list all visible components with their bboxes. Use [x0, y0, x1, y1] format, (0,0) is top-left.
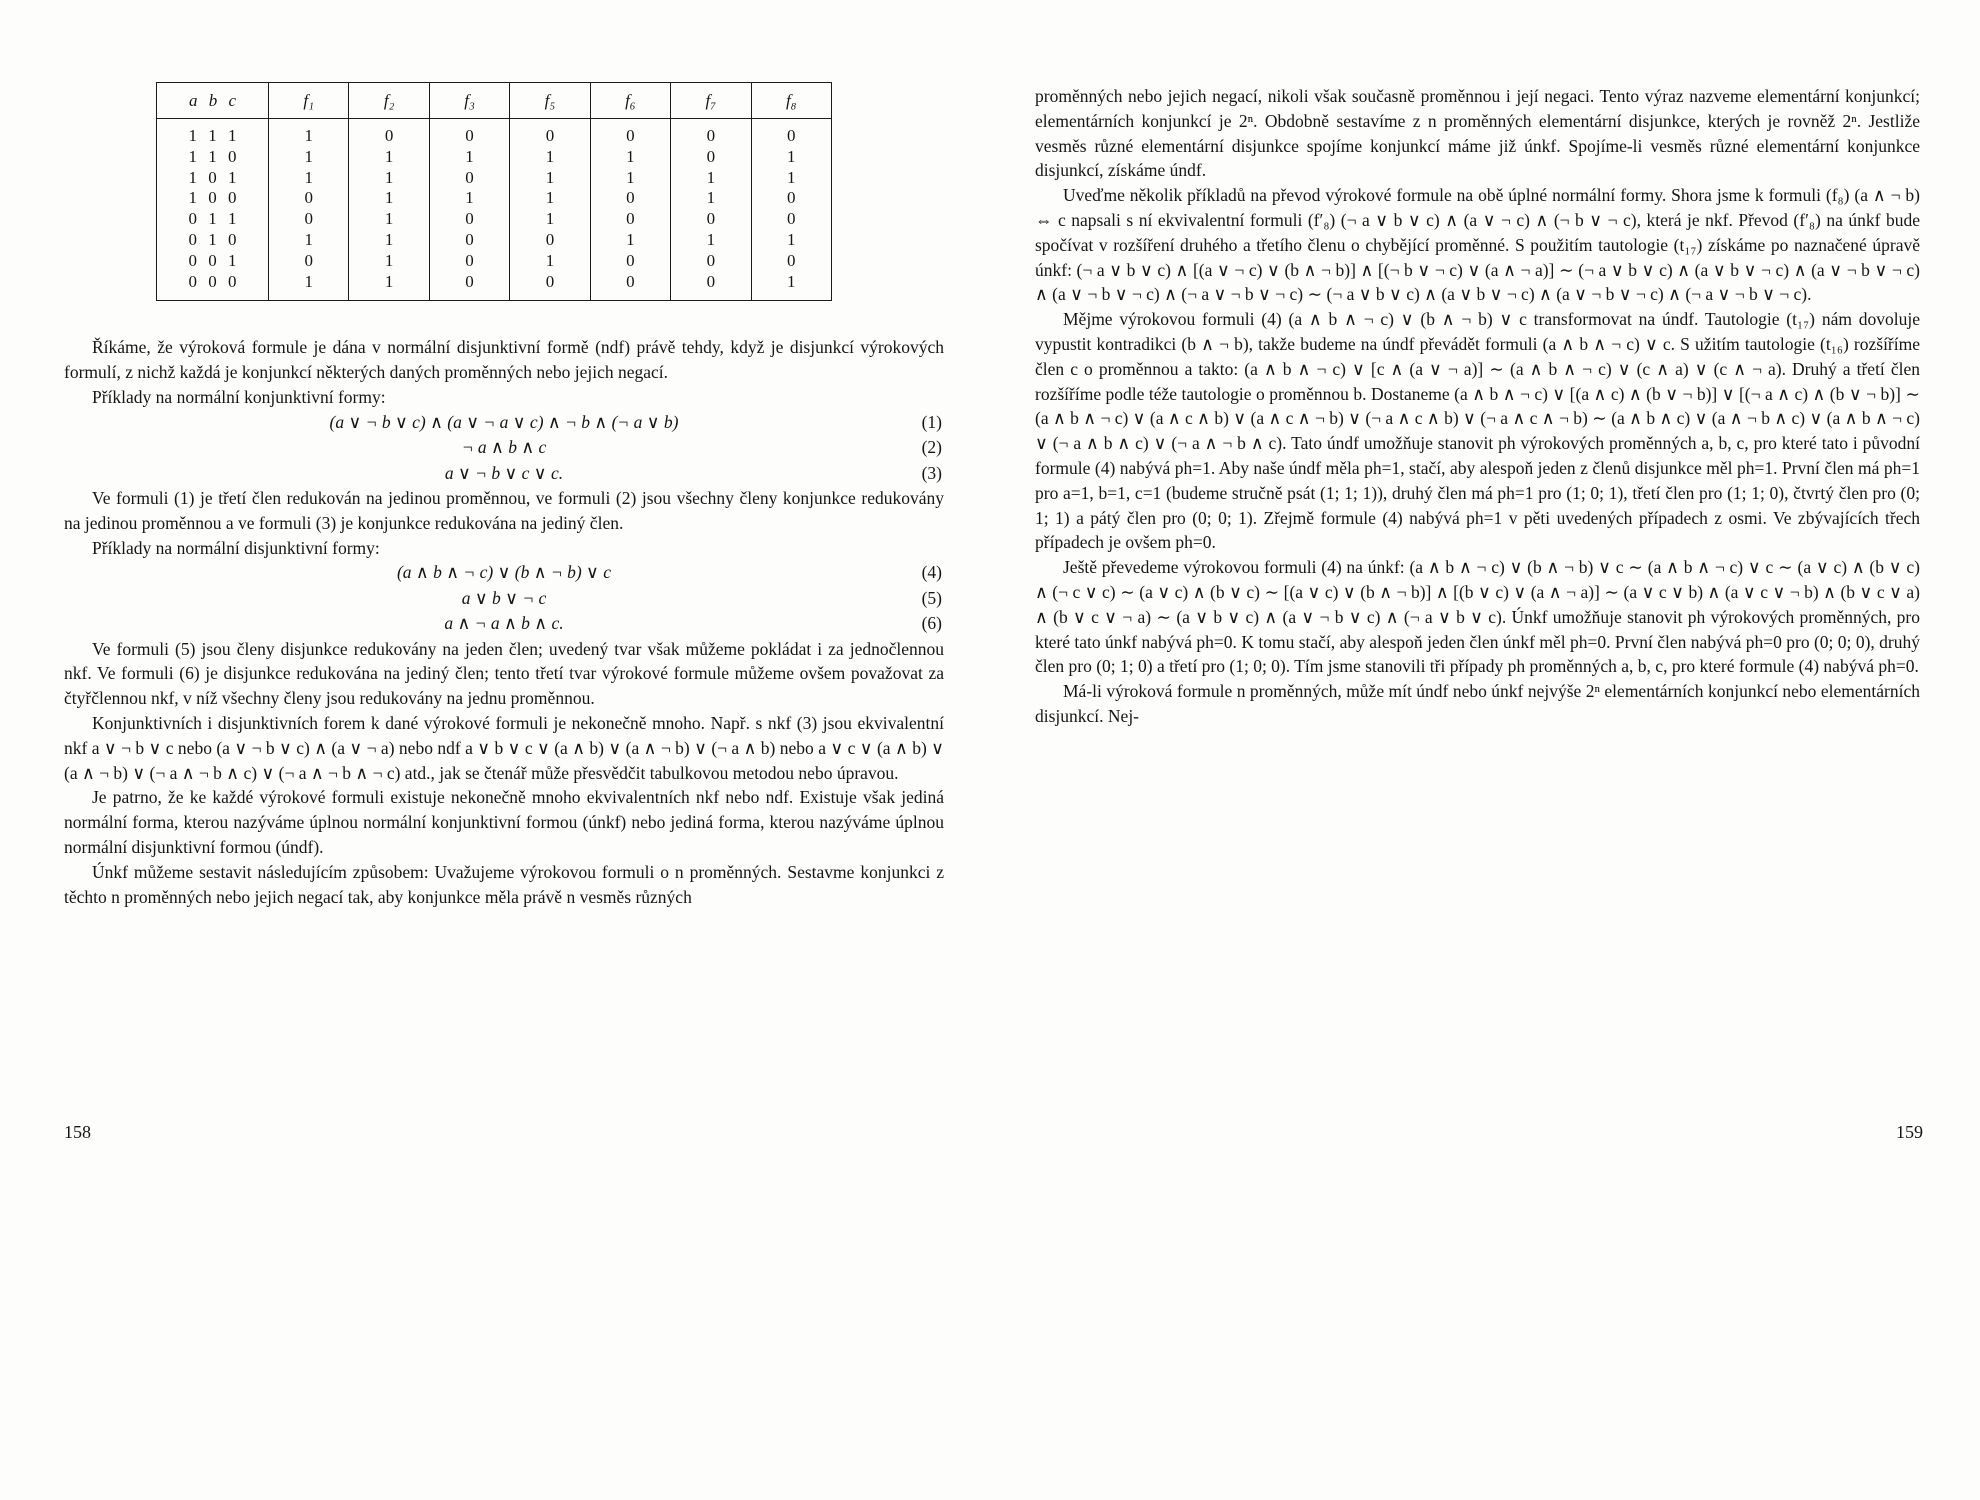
- formula-number: (3): [921, 462, 942, 483]
- cell-value: 1: [429, 147, 509, 168]
- paragraph: Má-li výroková formule n proměnných, může mít úndf nebo únkf nejvýše 2ⁿ elementárních konjunkcí nebo elementárních disjunkcí. Nej-: [1035, 681, 1920, 726]
- paragraph: proměnných nebo jejich negací, nikoli však současně proměnnou i její negaci. Tento výraz nazveme elementární konjunkcí; elementárních konjunkcí je 2ⁿ. Obdobně sestavíme z n proměnných elementární disjunkce, kterých je rovněž 2ⁿ. Jestliže vesměs různé elementární disjunkce spojíme konjunkcí máme již únkf. Spojíme-li vesměs různé elementární konjunkce disjunkcí, získáme úndf.: [1035, 86, 1920, 181]
- cell-value: 1: [349, 168, 429, 189]
- paragraph: Konjunktivních i disjunktivních forem k dané výrokové formuli je nekonečně mnoho. Např. s nkf (3) jsou ekvivalentní nkf a ∨ ¬ b ∨ c nebo (a ∨ ¬ b ∨ c) ∧ (a ∨ ¬ a) nebo ndf a ∨ b ∨ c ∨ (a ∧ b) ∨ (a ∧ ¬ b) ∨ (¬ a ∧ b) nebo a ∨ c ∨ (a ∧ b) ∨ (a ∧ ¬ b) ∨ (¬ a ∧ ¬ b ∧ c) ∨ (¬ a ∧ ¬ b ∧ ¬ c) atd., jak se čtenář může přesvědčit tabulkovou metodou nebo úpravou.: [64, 712, 944, 783]
- cell-value: 1: [671, 230, 751, 251]
- cell-abc: 0 1 0: [157, 230, 269, 251]
- cell-value: 1: [751, 230, 831, 251]
- cell-value: 1: [510, 251, 590, 272]
- cell-abc: 1 1 1: [157, 119, 269, 147]
- cell-value: 0: [429, 209, 509, 230]
- cell-value: 1: [349, 230, 429, 251]
- cell-value: 0: [429, 272, 509, 301]
- table-row: [157, 230, 832, 251]
- right-page-text: [1035, 84, 1920, 729]
- formula-line: [64, 461, 944, 486]
- cell-value: 0: [510, 272, 590, 301]
- table-row: [157, 251, 832, 272]
- formula-text: ¬ a ∧ b ∧ c: [461, 437, 547, 458]
- formula-line: [64, 586, 944, 611]
- cell-value: 1: [349, 251, 429, 272]
- paragraph: Ve formuli (5) jsou členy disjunkce redukovány na jeden člen; uvedený tvar však můžeme pokládat i za jednočlennou nkf. Ve formuli (6) je disjunkce redukována na jediný člen; tento třetí tvar výrokové formule můžeme ovšem považovat za čtyřčlennou nkf, v níž všechny členy jsou redukovány na jednu proměnnou.: [64, 638, 944, 709]
- cell-value: 0: [429, 119, 509, 147]
- paragraph: Únkf můžeme sestavit následujícím způsobem: Uvažujeme výrokovou formuli o n proměnných. Sestavme konjunkci z těchto n proměnných nebo jejich negací tak, aby konjunkce měla právě n vesměs různých: [64, 861, 944, 907]
- table-header-f: f₃: [429, 83, 509, 119]
- cell-value: 1: [269, 147, 349, 168]
- cell-value: 1: [349, 272, 429, 301]
- cell-value: 0: [590, 272, 670, 301]
- cell-value: 0: [751, 209, 831, 230]
- formula-text: a ∧ ¬ a ∧ b ∧ c.: [444, 613, 564, 634]
- cell-value: 1: [510, 209, 590, 230]
- truth-table: [156, 82, 832, 301]
- paragraph: Uveďme několik příkladů na převod výrokové formule na obě úplné normální formy. Shora jsme k formuli (f₈) (a ∧ ¬ b) ⇔ c napsali s ní ekvivalentní formuli (f′₈) (¬ a ∨ b ∨ c) ∧ (a ∨ ¬ c) ∧ (¬ b ∨ ¬ c), která je nkf. Převod (f′₈) na únkf bude spočívat v rozšíření druhého a třetího členu o chybějící proměnné. S použitím tautologie (t₁₇) získáme po naznačené úpravě únkf: (¬ a ∨ b ∨ c) ∧ [(a ∨ ¬ c) ∨ (b ∧ ¬ b)] ∧ [(¬ b ∨ ¬ c) ∨ (a ∧ ¬ a)] ∼ (¬ a ∨ b ∨ c) ∧ (a ∨ b ∨ ¬ c) ∧ (a ∨ ¬ b ∨ ¬ c) ∧ (a ∨ ¬ b ∨ ¬ c) ∧ (¬ a ∨ ¬ b ∨ ¬ c) ∼ (¬ a ∨ b ∨ c) ∧ (a ∨ b ∨ ¬ c) ∧ (a ∨ ¬ b ∨ ¬ c) ∧ (¬ a ∨ ¬ b ∨ ¬ c).: [1035, 185, 1920, 305]
- cell-value: 0: [590, 119, 670, 147]
- table-header-f: f₂: [349, 83, 429, 119]
- cell-value: 1: [671, 188, 751, 209]
- cell-value: 0: [510, 230, 590, 251]
- truth-table-head: [157, 83, 832, 119]
- cell-value: 0: [751, 251, 831, 272]
- cell-value: 1: [269, 119, 349, 147]
- cell-value: 0: [671, 119, 751, 147]
- cell-value: 0: [269, 209, 349, 230]
- formula-number: (5): [921, 587, 942, 608]
- formula-number: (2): [921, 437, 942, 458]
- cell-value: 0: [429, 168, 509, 189]
- cell-abc: 0 0 1: [157, 251, 269, 272]
- paragraph: Ve formuli (1) je třetí člen redukován na jedinou proměnnou, ve formuli (2) jsou všechny členy konjunkce redukovány na jedinou proměnnou a ve formuli (3) je konjunkce redukována na jediný člen.: [64, 487, 944, 533]
- paragraph: Příklady na normální konjunktivní formy:: [92, 386, 386, 407]
- cell-value: 0: [590, 209, 670, 230]
- paragraph: Je patrno, že ke každé výrokové formuli existuje nekonečně mnoho ekvivalentních nkf nebo ndf. Existuje však jediná normální forma, kterou nazýváme úplnou normální konjunktivní formou (únkf) nebo jediná forma, kterou nazýváme úplnou normální disjunktivní formou (úndf).: [64, 787, 944, 857]
- cell-value: 0: [429, 251, 509, 272]
- table-row: [157, 168, 832, 189]
- formula-text: (a ∧ b ∧ ¬ c) ∨ (b ∧ ¬ b) ∨ c: [396, 562, 611, 583]
- cell-value: 0: [671, 251, 751, 272]
- cell-value: 0: [269, 251, 349, 272]
- formula-number: (1): [921, 411, 942, 432]
- paragraph: Příklady na normální disjunktivní formy:: [92, 537, 380, 558]
- cell-abc: 0 1 1: [157, 209, 269, 230]
- cell-value: 1: [510, 147, 590, 168]
- cell-value: 1: [269, 272, 349, 301]
- table-header-abc: a b c: [157, 83, 269, 119]
- formula-number: (4): [921, 562, 942, 583]
- formula-number: (6): [921, 613, 942, 634]
- truth-table-body: [157, 119, 832, 301]
- cell-value: 1: [269, 168, 349, 189]
- cell-abc: 1 1 0: [157, 147, 269, 168]
- cell-value: 1: [269, 230, 349, 251]
- table-header-row: [157, 83, 832, 119]
- cell-value: 1: [751, 147, 831, 168]
- cell-value: 1: [510, 188, 590, 209]
- cell-value: 0: [751, 188, 831, 209]
- table-row: [157, 119, 832, 147]
- table-header-f: f₅: [510, 83, 590, 119]
- table-row: [157, 209, 832, 230]
- paragraph: Mějme výrokovou formuli (4) (a ∧ b ∧ ¬ c) ∨ (b ∧ ¬ b) ∨ c transformovat na úndf. Tautologie (t₁₇) nám dovoluje vypustit kontradikci (b ∧ ¬ b), takže budeme na úndf převádět formuli (a ∧ b ∧ ¬ c) ∨ c. S užitím tautologie (t₁₆) rozšíříme člen c o proměnnou a takto: (a ∧ b ∧ ¬ c) ∨ [c ∧ (a ∨ ¬ a)] ∼ (a ∧ b ∧ ¬ c) ∨ (c ∧ a) ∨ (c ∧ ¬ a). Druhý a třetí člen rozšíříme podle téže tautologie o proměnnou b. Dostaneme (a ∧ b ∧ ¬ c) ∨ [(a ∧ c) ∧ (b ∨ ¬ b)] ∨ [(¬ a ∧ c) ∧ (b ∨ ¬ b)] ∼ (a ∧ b ∧ ¬ c) ∨ (a ∧ c ∧ b) ∨ (a ∧ c ∧ ¬ b) ∨ (¬ a ∧ c ∧ b) ∨ (¬ a ∧ c ∧ ¬ b) ∼ (a ∧ b ∧ c) ∨ (a ∧ ¬ b ∧ c) ∨ (a ∧ b ∧ ¬ c) ∨ (¬ a ∧ b ∧ c) ∨ (¬ a ∧ ¬ b ∧ c). Tato úndf umožňuje stanovit ph výrokových proměnných a, b, c, pro které tato i původní formule (4) nabývá ph=1. Aby naše úndf měla ph=1, stačí, aby alespoň jeden z členů disjunkce měl ph=1. První člen má ph=1 pro a=1, b=1, c=1 (budeme stručně psát (1; 1; 1)), druhý člen má ph=1 pro (1; 0; 1), třetí člen pro (1; 1; 0), čtvrtý člen pro (0; 1; 1) a pátý člen pro (0; 0; 1). Zřejmě formule (4) nabývá ph=1 v pěti uvedených případech z osmi. Ve zbývajících třech případech je ovšem ph=0.: [1035, 309, 1920, 553]
- formula-text: a ∨ ¬ b ∨ c ∨ c.: [444, 462, 564, 483]
- cell-value: 1: [590, 230, 670, 251]
- cell-value: 1: [349, 209, 429, 230]
- table-row: [157, 188, 832, 209]
- page-number-left: 158: [64, 1122, 91, 1142]
- cell-value: 0: [429, 230, 509, 251]
- cell-value: 1: [751, 272, 831, 301]
- cell-abc: 1 0 1: [157, 168, 269, 189]
- paragraph: Ještě převedeme výrokovou formuli (4) na únkf: (a ∧ b ∧ ¬ c) ∨ (b ∧ ¬ b) ∨ c ∼ (a ∧ b ∧ ¬ c) ∨ c ∼ (a ∨ c) ∧ (b ∨ c) ∧ (¬ c ∨ c) ∼ (a ∨ c) ∧ (b ∨ c) ∼ [(a ∨ c) ∨ (b ∧ ¬ b)] ∧ [(b ∨ c) ∨ (a ∧ ¬ a)] ∼ (a ∨ c ∨ b) ∧ (a ∨ c ∨ ¬ b) ∧ (b ∨ c ∨ a) ∧ (b ∨ c ∨ ¬ a) ∼ (a ∨ b ∨ c) ∧ (a ∨ ¬ b ∨ c) ∧ (¬ a ∨ b ∨ c). Únkf umožňuje stanovit ph výrokových proměnných, pro které tato únkf nabývá ph=0. K tomu stačí, aby alespoň jeden člen únkf měl ph=0. První člen nabývá ph=0 pro (0; 0; 0), druhý člen pro (0; 1; 0) a třetí pro (1; 0; 0). Tím jsme stanovili tři případy ph proměnných a, b, c, pro které formule (4) nabývá ph=0.: [1035, 557, 1920, 677]
- formula-line: [64, 435, 944, 460]
- left-page-text: [64, 335, 944, 909]
- cell-value: 0: [671, 209, 751, 230]
- table-header-f: f₁: [269, 83, 349, 119]
- cell-value: 1: [671, 168, 751, 189]
- formula-text: a ∨ b ∨ ¬ c: [461, 587, 547, 608]
- cell-value: 1: [590, 168, 670, 189]
- cell-value: 0: [349, 119, 429, 147]
- cell-value: 1: [510, 168, 590, 189]
- table-row: [157, 147, 832, 168]
- table-header-f: f₇: [671, 83, 751, 119]
- formula-line: [64, 560, 944, 585]
- formula-text: (a ∨ ¬ b ∨ c) ∧ (a ∨ ¬ a ∨ c) ∧ ¬ b ∧ (¬ a ∨ b): [329, 411, 679, 432]
- cell-abc: 1 0 0: [157, 188, 269, 209]
- cell-value: 1: [429, 188, 509, 209]
- cell-value: 1: [751, 168, 831, 189]
- table-row: [157, 272, 832, 301]
- table-header-f: f₈: [751, 83, 831, 119]
- paragraph: Říkáme, že výroková formule je dána v normální disjunktivní formě (ndf) právě tehdy, když je disjunkcí výrokových formulí, z nichž každá je konjunkcí některých daných proměnných nebo jejich negací.: [64, 337, 944, 383]
- cell-value: 1: [349, 147, 429, 168]
- cell-abc: 0 0 0: [157, 272, 269, 301]
- cell-value: 0: [269, 188, 349, 209]
- cell-value: 0: [590, 188, 670, 209]
- formula-line: [64, 410, 944, 435]
- cell-value: 1: [590, 147, 670, 168]
- cell-value: 0: [590, 251, 670, 272]
- page-number-right: 159: [1896, 1122, 1923, 1142]
- formula-line: [64, 611, 944, 636]
- table-header-f: f₆: [590, 83, 670, 119]
- cell-value: 0: [671, 272, 751, 301]
- cell-value: 1: [349, 188, 429, 209]
- page-right: [990, 0, 1980, 1500]
- cell-value: 0: [671, 147, 751, 168]
- cell-value: 0: [751, 119, 831, 147]
- cell-value: 0: [510, 119, 590, 147]
